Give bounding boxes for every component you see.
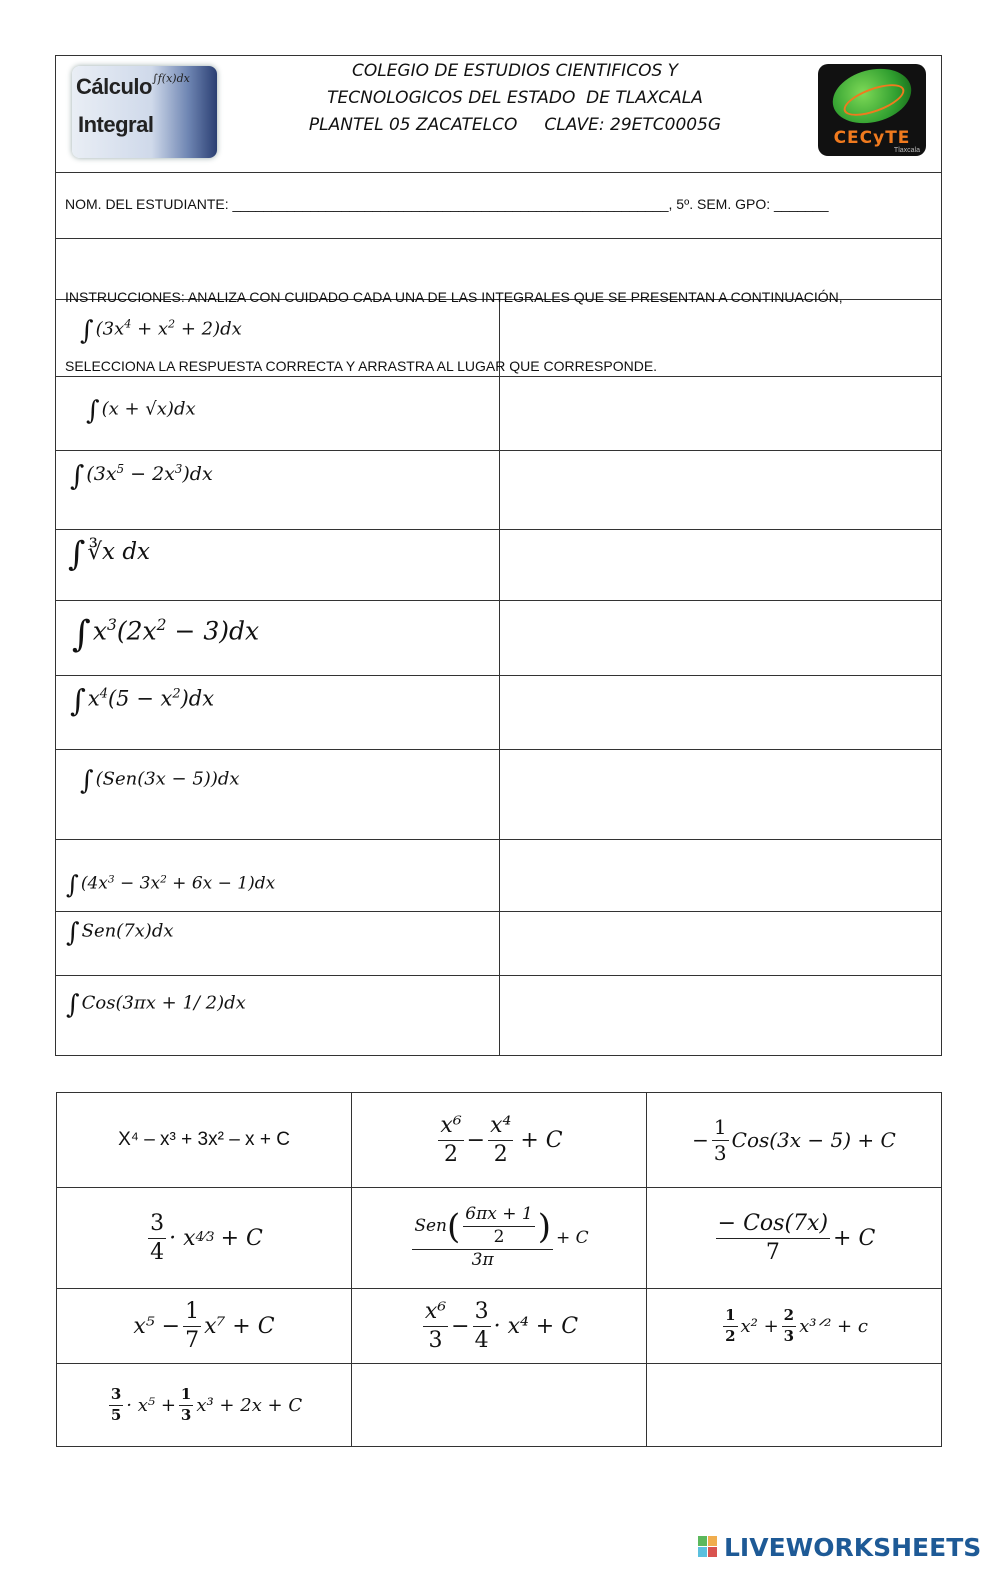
answer-card-7[interactable]	[57, 1289, 351, 1363]
drop-zone-6[interactable]	[500, 676, 940, 747]
title-line-3: PLANTEL 05 ZACATELCO CLAVE: 29ETC0005G	[308, 115, 722, 135]
integral-5: $\int x^3(2x^2 - 3)dx$	[72, 612, 260, 655]
integral-10: ∫ Cos(3πx + 1/ 2)dx	[66, 990, 246, 1020]
answer-card-3[interactable]	[647, 1093, 941, 1187]
title-line-2: TECNOLOGICOS DEL ESTADO DE TLAXCALA	[327, 88, 703, 108]
answer-expression: Sen ( $\frac{6\pi x + 1}{2}$ ) 3π + C	[414, 1204, 589, 1270]
answer-card-9[interactable]	[647, 1289, 941, 1363]
answer-card-10[interactable]	[57, 1364, 351, 1446]
answer-expression: $\frac{3}{4}$ · x 4⁄3 + C	[150, 1211, 263, 1265]
liveworksheets-icon	[698, 1536, 718, 1558]
drop-zone-5[interactable]	[500, 601, 940, 673]
answers-grid	[56, 1092, 942, 1447]
drop-zone-10[interactable]	[500, 976, 940, 1054]
logo-formula: ∫f(x)dx	[152, 72, 190, 85]
liveworksheets-brand: LIVEWORKSHEETS	[724, 1533, 982, 1562]
instructions-line-1: INSTRUCCIONES: ANALIZA CON CUIDADO CADA UNA DE LAS INTEGRALES QUE SE PRESENTAN A CONTINUACIÓN,	[65, 289, 843, 305]
answer-card-8[interactable]	[352, 1289, 646, 1363]
title-line-1: COLEGIO DE ESTUDIOS CIENTIFICOS Y	[351, 61, 679, 81]
drop-zone-3[interactable]	[500, 451, 940, 527]
drop-zone-2[interactable]	[500, 377, 940, 447]
integral-8: ∫ $(4x^3 - 3x^2 + 6x - 1)dx$	[66, 870, 276, 899]
integral-1: ∫ $(3x^4 + x^2 + 2)dx$	[80, 316, 242, 346]
drop-zone-8[interactable]	[500, 840, 940, 909]
logo-brand: CECyTE	[833, 128, 911, 148]
drop-zone-1[interactable]	[500, 299, 940, 373]
integral-4: ∫∛x dx	[68, 534, 151, 573]
answer-expression: $\frac{1}{2}$ x² + $\frac{2}{3}$ x³ᐟ² + c	[725, 1305, 868, 1345]
calculo-integral-logo	[72, 66, 217, 158]
answer-expression: $\frac{\text{x⁶}}{3}$ − $\frac{3}{4}$ · x⁴ + C	[424, 1299, 579, 1353]
integral-7: ∫ (Sen(3x − 5))dx	[80, 766, 240, 796]
answer-expression: $\frac{\text{− Cos(7x)}}{7}$ + C	[717, 1211, 876, 1265]
logo-text-line2: Integral	[78, 112, 154, 137]
answer-card-2[interactable]	[352, 1093, 646, 1187]
instructions-line-2: SELECCIONA LA RESPUESTA CORRECTA Y ARRASTRA AL LUGAR QUE CORRESPONDE.	[65, 358, 658, 374]
answer-card-empty	[352, 1364, 646, 1446]
drop-zone-7[interactable]	[500, 750, 940, 837]
answer-expression: − $\frac{1}{3}$ Cos(3x − 5) + C	[692, 1114, 896, 1165]
integral-2: ∫ (x + √x)dx	[86, 396, 196, 426]
answer-text: X⁴ – x³ + 3x² – x + C	[118, 1129, 290, 1150]
logo-sub: Tlaxcala	[893, 147, 920, 154]
answer-card-6[interactable]	[647, 1188, 941, 1288]
cecyte-logo	[818, 64, 926, 156]
divider	[56, 172, 941, 173]
drop-zone-4[interactable]	[500, 530, 940, 598]
answer-card-1[interactable]	[57, 1093, 351, 1187]
school-title	[230, 58, 800, 139]
answer-card-5[interactable]	[352, 1188, 646, 1288]
integral-9: ∫ Sen(7x)dx	[66, 918, 174, 948]
answer-card-4[interactable]	[57, 1188, 351, 1288]
logo-text-line1: Cálculo	[76, 74, 152, 99]
student-name-line: NOM. DEL ESTUDIANTE: ________________________________________________________, 5º. SEM. GPO: _______	[65, 196, 829, 212]
answer-expression: $\frac{\text{x⁶}}{2}$ − $\frac{\text{x⁴}}{2}$ + C	[440, 1113, 563, 1167]
answer-expression: $\frac{3}{5}$ · x⁵ + $\frac{1}{3}$ x³ + 2x + C	[110, 1384, 303, 1424]
answer-card-empty	[647, 1364, 941, 1446]
drop-zone-9[interactable]	[500, 912, 940, 973]
integral-3: ∫ $(3x^5 - 2x^3)dx$	[70, 460, 213, 492]
integral-6: $\int x^4(5 - x^2)dx$	[70, 684, 215, 719]
answer-expression: x⁵ − $\frac{1}{7}$ x⁷ + C	[133, 1299, 275, 1353]
divider	[56, 238, 941, 239]
